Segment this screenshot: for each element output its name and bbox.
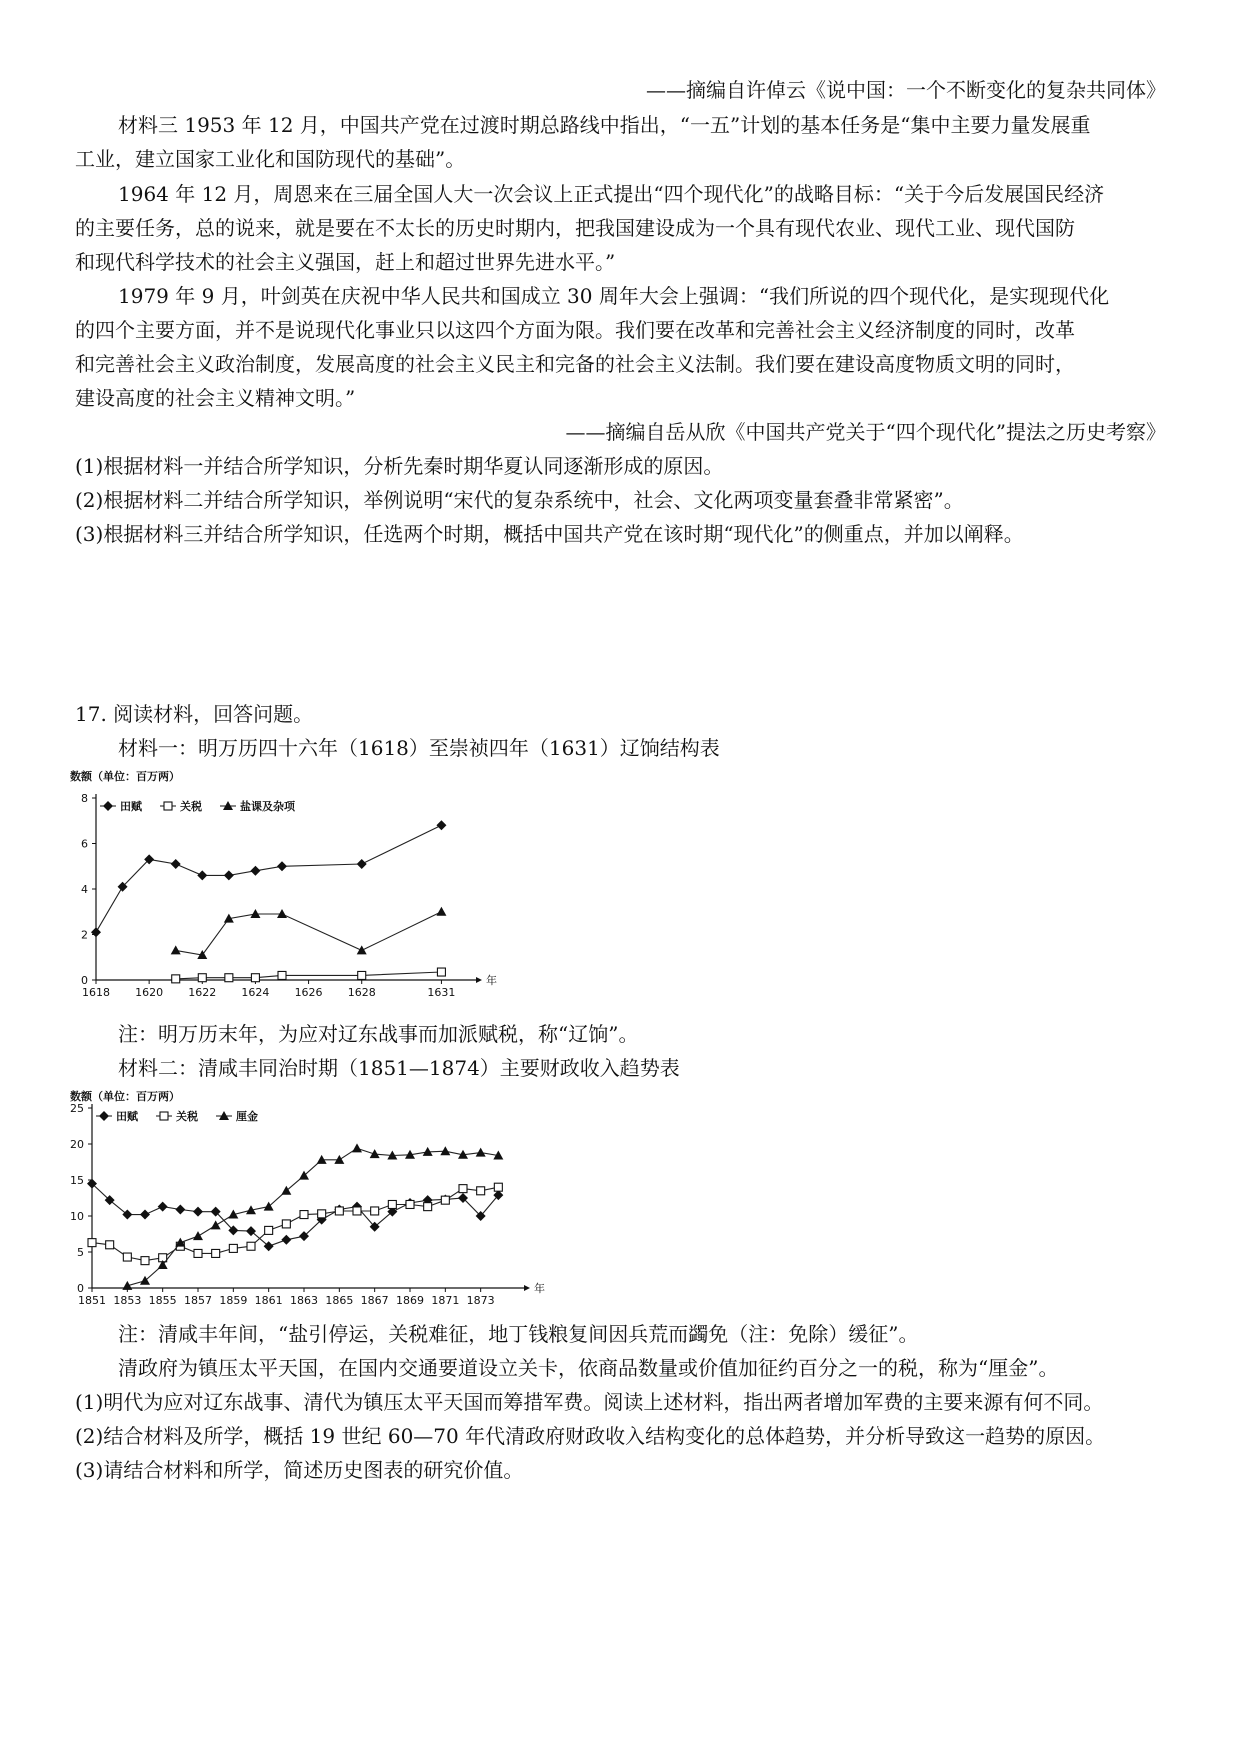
x-tick-label: 1871 [431,1294,460,1307]
legend-marker [99,1111,109,1121]
x-tick-label: 1861 [254,1294,283,1307]
y-tick-label: 20 [70,1138,84,1151]
data-point [281,1235,291,1245]
x-axis-label: 年 [534,1282,545,1295]
question-16-2: (2)根据材料二并结合所学知识，举例说明“宋代的复杂系统中，社会、文化两项变量套叠非常紧密”。 [75,488,964,512]
question-16-1: (1)根据材料一并结合所学知识，分析先秦时期华夏认同逐渐形成的原因。 [75,454,724,478]
x-tick-label: 1869 [396,1294,424,1307]
material-3-line: 建设高度的社会主义精神文明。” [75,386,356,410]
x-tick-label: 1851 [78,1294,106,1307]
material-3-line: 和完善社会主义政治制度，发展高度的社会主义民主和完备的社会主义法制。我们要在建设高度物质文明的同时， [75,352,1075,376]
x-tick-label: 1867 [360,1294,389,1307]
y-tick-label: 8 [81,792,88,805]
legend-label: 关税 [180,800,202,813]
material-1-title: 材料一：明万历四十六年（1618）至崇祯四年（1631）辽饷结构表 [118,736,720,760]
material-3-line: 的主要任务，总的说来，就是要在不太长的历史时期内，把我国建设成为一个具有现代农业、现代工业、现代国防 [75,216,1075,240]
data-point [265,1226,273,1234]
data-point [436,820,446,830]
data-point [371,1207,379,1215]
legend-label: 盐课及杂项 [240,800,295,813]
legend-marker [164,802,172,810]
axis-lines [96,794,478,980]
x-tick-label: 1857 [184,1294,212,1307]
data-point [140,1210,150,1220]
data-point [211,1220,221,1229]
x-tick-label: 1624 [241,986,270,999]
series-line [176,972,442,979]
data-point [318,1210,326,1218]
data-point [476,1148,486,1157]
data-point [352,1143,362,1152]
data-point [424,1203,432,1211]
material-3-line: 工业，建立国家工业化和国防现代的基础”。 [75,147,466,171]
question-17-1: (1)明代为应对辽东战事、清代为镇压太平天国而筹措军费。阅读上述材料，指出两者增加军费的主要来源有何不同。 [75,1390,1104,1414]
x-tick-label: 1626 [294,986,323,999]
x-tick-label: 1853 [113,1294,142,1307]
data-point [171,859,181,869]
legend-entry [100,799,143,813]
data-point [335,1207,343,1215]
data-point [494,1183,502,1191]
legend-marker [160,1112,168,1120]
data-point [158,1202,168,1212]
data-point [194,1249,202,1257]
data-point [477,1187,485,1195]
data-point [282,1220,290,1228]
data-point [247,1242,255,1250]
x-tick-label: 1628 [347,986,376,999]
question-17-heading: 17. 阅读材料，回答问题。 [75,702,314,726]
material-3-line: 1964 年 12 月，周恩来在三届全国人大一次会议上正式提出“四个现代化”的战略目标：“关于今后发展国民经济 [118,182,1105,206]
y-tick-label: 0 [81,974,88,987]
legend-entry [160,799,202,813]
y-tick-label: 4 [81,883,88,896]
data-point [358,971,366,979]
data-point [440,1146,450,1155]
material-2-title: 材料二：清咸丰同治时期（1851—1874）主要财政收入趋势表 [118,1056,680,1080]
legend-entry [156,1109,198,1123]
data-point [277,861,287,871]
x-tick-label: 1859 [219,1294,248,1307]
data-point [193,1231,203,1240]
x-tick-label: 1631 [427,986,456,999]
x-tick-label: 1873 [466,1294,495,1307]
data-series [171,907,447,959]
data-point [437,968,445,976]
liao-xiang-chart [68,768,497,1004]
legend-label: 关税 [176,1110,198,1123]
series-line [176,912,442,955]
x-tick-label: 1865 [325,1294,354,1307]
x-axis-arrow [476,977,482,983]
material-3-line: 1979 年 9 月，叶剑英在庆祝中华人民共和国成立 30 周年大会上强调：“我们所说的四个现代化，是实现现代化 [118,284,1110,308]
data-point [278,971,286,979]
data-point [459,1185,467,1193]
y-tick-label: 2 [81,928,88,942]
data-point [175,1205,185,1215]
source-citation-1: ——摘编自许倬云《说中国：一个不断变化的复杂共同体》 [646,78,1166,102]
data-series [87,1179,503,1252]
data-point [193,1207,203,1217]
y-axis-label: 数额（单位：百万两） [70,770,180,783]
data-point [436,907,446,916]
source-citation-2: ——摘编自岳从欣《中国共产党关于“四个现代化”提法之历史考察》 [565,420,1166,444]
material-3-line: 和现代科学技术的社会主义强国，赶上和超过世界先进水平。” [75,250,616,274]
y-tick-label: 25 [70,1102,84,1115]
series-line [127,1148,498,1286]
data-point [172,975,180,983]
legend-label: 厘金 [236,1110,258,1123]
data-series [91,820,446,937]
legend-label: 田赋 [120,800,142,813]
x-axis-label: 年 [486,974,497,987]
legend-label: 田赋 [116,1110,138,1123]
legend-entry [96,1109,139,1123]
data-point [353,1207,361,1215]
question-17-3: (3)请结合材料和所学，简述历史图表的研究价值。 [75,1458,524,1482]
data-point [229,1244,237,1252]
x-tick-label: 1855 [148,1294,177,1307]
material-3-line: 的四个主要方面，并不是说现代化事业只以这四个方面为限。我们要在改革和完善社会主义经济制度的同时，改革 [75,318,1075,342]
x-tick-label: 1622 [188,986,217,999]
question-17-2: (2)结合材料及所学，概括 19 世纪 60—70 年代清政府财政收入结构变化的总体趋势，并分析导致这一趋势的原因。 [75,1424,1106,1448]
data-point [370,1149,380,1158]
data-point [224,870,234,880]
y-tick-label: 5 [77,1246,84,1259]
data-point [357,945,367,954]
data-point [300,1211,308,1219]
material-3-line: 材料三 1953 年 12 月，中国共产党在过渡时期总路线中指出，“一五”计划的基本任务是“集中主要力量发展重 [118,113,1091,137]
series-line [96,825,441,932]
data-point [106,1241,114,1249]
x-tick-label: 1620 [135,986,164,999]
question-16-3: (3)根据材料三并结合所学知识，任选两个时期，概括中国共产党在该时期“现代化”的侧重点，并加以阐释。 [75,522,1024,546]
y-tick-label: 0 [77,1282,84,1295]
data-point [441,1196,449,1204]
data-point [197,870,207,880]
data-point [91,927,101,937]
qing-revenue-chart [68,1088,548,1310]
data-point [225,974,233,982]
y-tick-label: 15 [70,1174,84,1187]
data-point [388,1200,396,1208]
data-point [251,974,259,982]
legend-entry [216,1109,258,1123]
data-point [406,1200,414,1208]
data-point [141,1257,149,1265]
data-point [171,945,181,954]
data-point [212,1249,220,1257]
data-point [123,1253,131,1261]
legend-entry [220,799,296,813]
y-tick-label: 10 [70,1210,84,1223]
legend-marker [103,801,113,811]
x-tick-label: 1863 [290,1294,318,1307]
data-point [198,974,206,982]
series-line [92,1187,498,1260]
note-3: 清政府为镇压太平天国，在国内交通要道设立关卡，依商品数量或价值加征约百分之一的税，称为“厘金”。 [118,1356,1059,1380]
note-1: 注：明万历末年，为应对辽东战事而加派赋税，称“辽饷”。 [118,1022,639,1046]
y-tick-label: 6 [81,837,88,851]
y-axis-label: 数额（单位：百万两） [70,1090,180,1103]
series-line [92,1184,498,1247]
data-point [88,1239,96,1247]
note-2: 注：清咸丰年间，“盐引停运，关税难征，地丁钱粮复间因兵荒而蠲免（注：免除）缓征”。 [118,1322,919,1346]
x-tick-label: 1618 [82,986,110,999]
x-axis-arrow [524,1285,530,1291]
data-point [250,866,260,876]
data-series [122,1143,503,1290]
data-point [357,859,367,869]
data-series [88,1183,502,1264]
